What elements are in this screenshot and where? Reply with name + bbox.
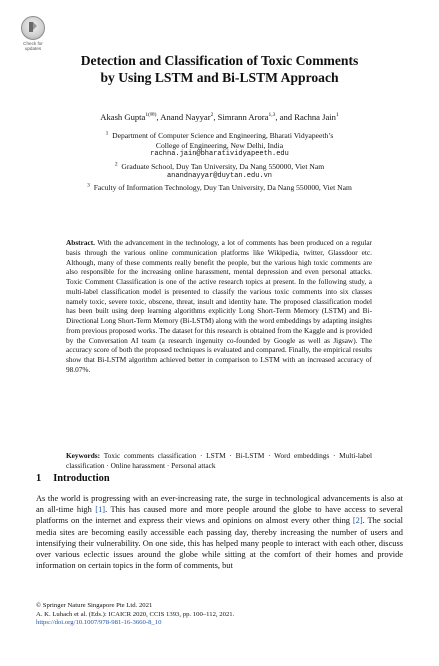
intro-text: . The social media sites are becoming easily accessible each passing day, thereby increasing the number of users and intensifying their vulnerability. On one side, this has helped many people to interact with each other, discuss over various eclectic issues around the globe while sitting at the comfort of their homes and provide information on certain topics in the form of comments, but	[36, 516, 403, 571]
affiliation-email[interactable]: rachna.jain@bharatividyapeeth.edu	[150, 150, 289, 159]
affiliation-number: 2	[114, 161, 118, 168]
affiliation-number: 3	[87, 182, 90, 189]
intro-paragraph	[36, 493, 403, 571]
author-name: Rachna Jain	[294, 112, 336, 122]
affiliation-number: 1	[105, 130, 109, 137]
affiliation-line: Faculty of Information Technology, Duy Tan University, Da Nang 550000, Viet Nam	[93, 183, 352, 192]
author-affil-mark: 1	[335, 112, 339, 119]
affiliation-2	[30, 162, 409, 181]
intro-text: As the world is progressing with an ever-increasing rate, the surge in technological advancements is also at an all-time high	[36, 494, 403, 515]
section-number: 1	[36, 473, 42, 484]
abstract	[66, 238, 372, 375]
author-affil-mark: 2	[210, 112, 214, 119]
author-separator: ,	[156, 112, 161, 122]
affiliation-line: College of Engineering, New Delhi, India	[155, 140, 284, 150]
citation-link[interactable]: [2]	[352, 516, 363, 526]
paper-title	[40, 52, 399, 86]
affiliation-email[interactable]: anandnayyar@duytan.edu.vn	[166, 171, 273, 180]
badge-line-2: updates	[24, 46, 42, 51]
footer	[36, 602, 234, 628]
author-name: Akash Gupta	[100, 112, 146, 122]
section-heading	[36, 473, 110, 484]
author-affil-mark[interactable]: 1(✉)	[145, 112, 157, 119]
title-line-2: by Using LSTM and Bi-LSTM Approach	[100, 70, 339, 85]
badge-text	[20, 41, 46, 51]
author-name: Simrann Arora	[217, 112, 269, 122]
doi-link[interactable]: https://doi.org/10.1007/978-981-16-3660-8_10	[36, 619, 162, 627]
affiliation-line: Graduate School, Duy Tan University, Da Nang 550000, Viet Nam	[121, 162, 325, 171]
author-affil-mark: 1,3	[268, 112, 276, 119]
author-name: Anand Nayyar	[160, 112, 211, 122]
abstract-label: Abstract.	[66, 238, 95, 247]
check-updates-icon	[21, 16, 45, 40]
title-line-1: Detection and Classification of Toxic Comments	[80, 53, 359, 68]
keywords-label: Keywords:	[66, 451, 101, 460]
badge-line-1: Check for	[23, 41, 43, 46]
author-separator: ,	[213, 112, 218, 122]
affiliation-1	[30, 131, 409, 160]
affiliation-line: Department of Computer Science and Engineering, Bharati Vidyapeeth’s	[112, 131, 334, 140]
abstract-text: With the advancement in the technology, a lot of comments has been produced on a regular basis through the various online communication platforms like Wikipedia, twitter, Glassdoor etc. Although, many of these comments really benefit the people, but the various high toxic comments are also responsible for the increasing online harassment, mental depression and even personal attacks. Toxic Comment Classification is one of the active research topics at present. In the following study, a multi-label classification model is presented to classify the various toxic comments into six classes namely toxic, severe toxic, obscene, threat, insult and identity hate. The proposed classification model has been built using deep learning algorithms explicitly Long Short-Term Memory (LSTM) and Bi-Directional Long Short-Term Memory (Bi-LSTM) along with the word embeddings by adapting insights from previous proposed works. The dataset for this research is obtained from the Kaggle and is provided by the Conversation AI team (a research ingenuity co-founded by Google as well as Jigsaw). The accuracy score of both the proposed techniques is evaluated and compared. Finally, the empirical results show that Bi-LSTM algorithm achieved better in comparison to LSTM with an increased accuracy of 98.07%.	[66, 238, 372, 374]
citation-link[interactable]: [1]	[95, 505, 106, 515]
affiliation-3	[20, 183, 419, 193]
section-title: Introduction	[53, 473, 110, 484]
citation-line: A. K. Luhach et al. (Eds.): ICAICR 2020, CCIS 1393, pp. 100–112, 2021.	[36, 610, 235, 618]
keywords	[66, 451, 372, 471]
author-separator: , and	[275, 112, 295, 122]
check-for-updates-badge[interactable]	[20, 16, 46, 50]
author-list	[20, 112, 419, 123]
copyright-line: © Springer Nature Singapore Pte Ltd. 2021	[36, 602, 153, 609]
intro-text: . This has caused more and more people around the globe to have access to several platforms on the internet and express their views and opinions on almost every other thing	[36, 505, 403, 526]
keywords-text: Toxic comments classification · LSTM · Bi-LSTM · Word embeddings · Multi-label classification · Online harassment · Personal attack	[66, 451, 372, 470]
